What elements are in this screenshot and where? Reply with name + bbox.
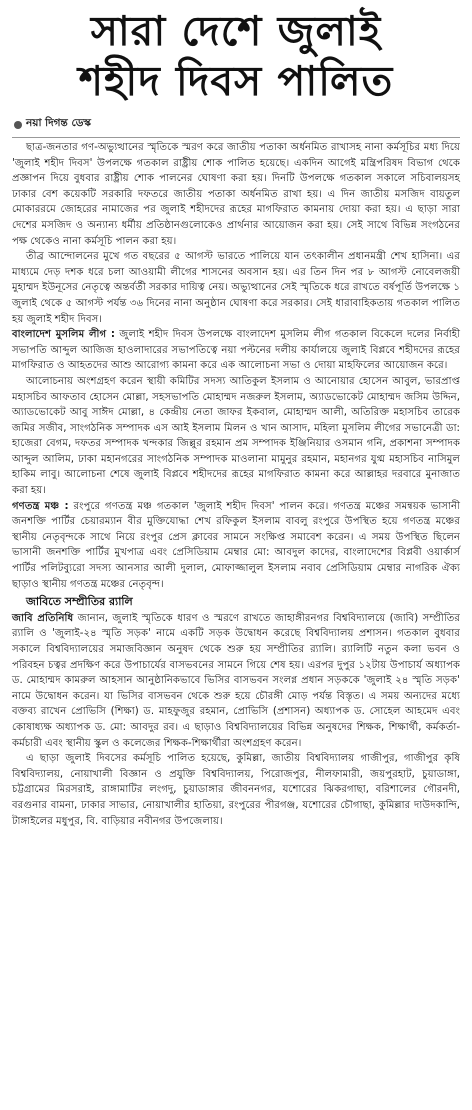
paragraph-attendees: আলোচনায় অংশগ্রহণ করেন স্থায়ী কমিটির সদস্য আতিকুল ইসলাম ও আনোয়ার হোসেন আবুল, ভারপ্রাপ্ত মহাসচিব আফতাব হোসেন মোল্লা, সহসভাপতি মোহাম্মদ নজরুল ইসলাম, অ্যাডভোকেট মোহাম্মদ জসিম উদ্দিন, অ্যাডভোকেট আবু সাঈদ মোল্লা, ৪ কেন্দ্রীয় নেতা জাফর ইকবাল, মোহাম্মদ আলী, অতিরিক্ত মহাসচিব তারেক জমির সজীব, সাংগঠনিক সম্পাদক এস আই ইসলাম মিলন ও খান আসাদ, মহিলা মুসলিম লীগের সভানেত্রী ডা: হাজেরা বেগম, দফতর সম্পাদক খন্দকার জিল্লুর রহমান প্রম সম্পাদক ইঞ্জিনিয়ার ওসমান গনি, প্রকাশনা সম্পাদক আব্দুল আলিম, ঢাকা মহানগরের সাংগঠনিক সম্পাদক মাওলানা মামুনুর রহমান, মহানগর যুগ্ম মহাসচিব নাসিমুল হাকিম লাবু। আলোচনা শেষে জুলাই বিপ্লবে শহীদদের রূহের মাগফিরাত কামনা করে আল্লাহর দরবারে মুনাজাত করা হয়। [12, 375, 460, 497]
byline [14, 116, 460, 133]
headline [0, 0, 472, 106]
paragraph-gonotontro-moncho [12, 499, 460, 593]
lead-jabi: জাবি প্রতিনিধি [12, 612, 74, 624]
text-jabi: জানান, জুলাই স্মৃতিকে ধারণ ও স্মরণে রাখতে জাহাঙ্গীরনগর বিশ্ববিদ্যালয়ে (জাবি) সম্প্রীতির র‌্যালি ও 'জুলাই-২৪ স্মৃতি সড়ক' নামে একটি সড়ক উদ্বোধন করেছে বিশ্ববিদ্যালয় প্রশাসন। গতকাল বুধবার সকালে বিশ্ববিদ্যালয়ের সমাজবিজ্ঞান অনুষদ থেকে শুরু হয় সম্প্রীতির র‌্যালি। র‌্যালিটি নতুন কলা ভবন ও পরিবহন চত্বর প্রদক্ষিণ করে উপাচার্যের বাসভবনের সামনে গিয়ে শেষ হয়। এরপর দুপুর ১২টায় উপাচার্য অধ্যাপক ড. মোহাম্মদ কামরুল আহসান আনুষ্ঠানিকভাবে ভিসির বাসভবন সংলগ্ন প্রধান সড়ককে 'জুলাই ২৪ স্মৃতি সড়ক' নামে উদ্বোধন করেন। যা ভিসির বাসভবন থেকে শুরু হয়ে চৌরঙ্গী মোড় পর্যন্ত বিস্তৃত। এ সময় অন্যদের মধ্যে বক্তব্য রাখেন প্রোভিসি (শিক্ষা) ড. মাহফুজুর রহমান, প্রোভিসি (প্রশাসন) অধ্যাপক ড. সোহেল আহমেদ এবং কোষাধ্যক্ষ অধ্যাপক ড. মো: আবদুর রব। এ ছাড়াও বিশ্ববিদ্যালয়ের বিভিন্ন অনুষদের শিক্ষক, শিক্ষার্থী, কর্মকর্তা-কর্মচারী এবং স্থানীয় স্কুল ও কলেজের শিক্ষক-শিক্ষার্থীরা অংশগ্রহণ করেন। [12, 612, 460, 749]
lead-gonotontro-moncho: গণতন্ত্র মঞ্চ : [12, 500, 69, 512]
byline-divider [12, 137, 460, 138]
paragraph-other-programs: এ ছাড়া জুলাই দিবসের কর্মসূচি পালিত হয়েছে, কুমিল্লা, জাতীয় বিশ্ববিদ্যালয় গাজীপুর, গাজীপুর কৃষি বিশ্ববিদ্যালয়, নোয়াখালী বিজ্ঞান ও প্রযুক্তি বিশ্ববিদ্যালয়, পিরোজপুর, নীলফামারী, জয়পুরহাট, চুয়াডাঙ্গা, চট্টগ্রামের মিরসরাই, রাঙ্গামাটির লংগদু, চুয়াডাঙ্গার জীবননগর, যশোরের ঝিকরগাছা, বরিশালের গৌরনদী, বরগুনার বামনা, ঢাকার সাভার, নোয়াখালীর হাতিয়া, রংপুরের পীরগঞ্জ, যশোরের চৌগাছা, কুমিল্লার দাউদকান্দি, টাঙ্গাইলের মধুপুর, বি. বাড়িয়ার নবীনগর উপজেলায়। [12, 753, 460, 827]
byline-text: নয়া দিগন্ত ডেস্ক [26, 117, 91, 129]
bullet-icon [14, 121, 22, 129]
lead-muslim-league: বাংলাদেশ মুসলিম লীগ : [12, 329, 115, 341]
article-body [12, 140, 460, 829]
paragraph-jabi [12, 611, 460, 751]
subheading-jabi: জাবিতে সম্প্রীতির র‌্যালি [26, 595, 133, 609]
headline-line-2: শহীদ দিবস পালিত [78, 57, 394, 105]
text-muslim-league: জুলাই শহীদ দিবস উপলক্ষে বাংলাদেশ মুসলিম লীগ গতকাল বিকেলে দলের নির্বাহী সভাপতি আব্দুল আজিজ হাওলাদারের সভাপতিত্বে নয়া পল্টনের দলীয় কার্যালয়ে জুলাই বিপ্লবে শহীদদের রূহের মাগফিরাত ও আহতদের আশু আরোগ্য কামনা করে এক আলোচনা সভা ও দোয়া মাহফিলের আয়োজন করে। [12, 329, 460, 372]
paragraph-background: তীব্র আন্দোলনের মুখে গত বছরের ৫ আগস্ট ভারতে পালিয়ে যান তৎকালীন প্রধানমন্ত্রী শেখ হাসিনা। এর মাধ্যমে দেড় দশক ধরে চলা আওয়ামী লীগের শাসনের অবসান হয়। এর তিন দিন পর ৮ আগস্ট নোবেলজয়ী মুহাম্মদ ইউনূসের নেতৃত্বে অন্তর্বর্তী সরকার দায়িত্ব নেয়। অভ্যুত্থানের সেই স্মৃতিকে ধরে রাখতে বর্ষপূর্তি উপলক্ষে ১ জুলাই থেকে ৫ আগস্ট পর্যন্ত ৩৬ দিনের নানা অনুষ্ঠান ঘোষণা করে সরকার। সেই ধারাবাহিকতায় গতকাল পালিত হয় জুলাই শহীদ দিবস। [12, 251, 460, 325]
paragraph-intro: ছাত্র-জনতার গণ-অভ্যুত্থানের স্মৃতিকে স্মরণ করে জাতীয় পতাকা অর্ধনমিত রাখাসহ নানা কর্মসূচির মধ্য দিয়ে 'জুলাই শহীদ দিবস' উপলক্ষে গতকাল রাষ্ট্রীয় শোক পালিত হয়েছে। একদিন আগেই মন্ত্রিপরিষদ বিভাগ থেকে প্রজ্ঞাপন দিয়ে বুধবার রাষ্ট্রীয় শোক পালনের ঘোষণা করা হয়। দিনটি উপলক্ষে গতকাল সকালে সচিবালয়সহ ঢাকার বেশ কয়েকটি সরকারি দফতরে জাতীয় পতাকা অর্ধনমিত রাখা হয়। এ দিন জাতীয় মসজিদ বায়তুল মোকাররমে জোহরের নামাজের পর জুলাই শহীদদের রূহের মাগফিরাত কামনায় দোয়া করা হয়। এ ছাড়া সারা দেশের মসজিদ ও অন্যান্য ধর্মীয় প্রতিষ্ঠানগুলোকেও প্রার্থনার আয়োজন করা হয়। সেই সাথে বিভিন্ন সংগঠনের পক্ষ থেকেও নানা কর্মসূচি পালন করা হয়। [12, 142, 460, 247]
text-gonotontro-moncho: রংপুরে গণতন্ত্র মঞ্চ গতকাল 'জুলাই শহীদ দিবস' পালন করে। গণতন্ত্র মঞ্চের সমন্বয়ক ভাসানী জনশক্তি পার্টির চেয়ারম্যান বীর মুক্তিযোদ্ধা শেখ রফিকুল ইসলাম বাবলু রংপুরে উপস্থিত হয়ে গণতন্ত্র মঞ্চের স্থানীয় নেতৃবৃন্দকে সাথে নিয়ে রংপুর প্রেস ক্লাবের সামনে সংক্ষিপ্ত সমাবেশ করেন। এ সময় উপস্থিত ছিলেন ভাসানী জনশক্তি পার্টির মুখপাত্র এবং প্রেসিডিয়াম মেম্বার মো: আবদুল কাদের, বাংলাদেশের বিপ্লবী ওয়ার্কার্স পার্টির পলিটব্যুরো সদস্য আনসার আলী দুলাল, মোফাজ্জালুল ইসলাম নবাব প্রেসিডিয়াম মেম্বার নাগরিক ঐক্য ছাড়াও স্থানীয় গণতন্ত্র মঞ্চের নেতৃবৃন্দ। [12, 500, 460, 590]
paragraph-muslim-league [12, 327, 460, 374]
headline-line-1: সারা দেশে জুলাই [90, 7, 382, 55]
